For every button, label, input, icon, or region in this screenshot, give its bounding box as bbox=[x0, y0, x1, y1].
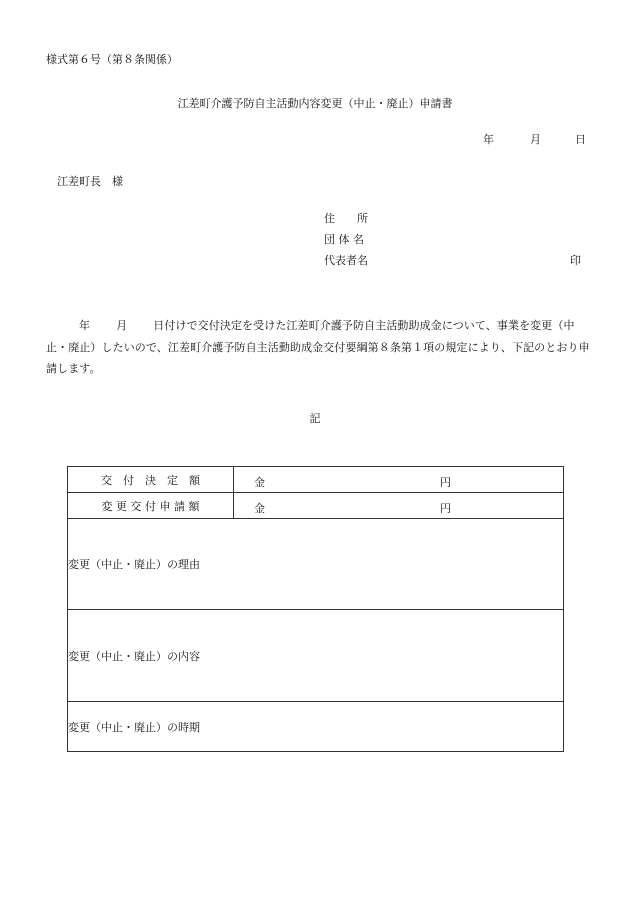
addressee: 江差町長 様 bbox=[57, 175, 123, 188]
table-row bbox=[68, 493, 564, 519]
change-reason-label: 変更（中止・廃止）の理由 bbox=[68, 558, 200, 571]
seal-mark: 印 bbox=[570, 254, 581, 267]
amount-prefix: 金 bbox=[254, 476, 265, 489]
change-content-field[interactable] bbox=[68, 610, 564, 702]
amount-suffix: 円 bbox=[440, 476, 451, 489]
statement-year: 年 bbox=[79, 319, 91, 332]
statement-text: 日付けで交付決定を受けた江差町介護予防自主活動助成金について、事業を変更（中止・廃止）したいので、江差町介護予防自主活動助成金交付要綱第８条第１項の規定により、下記のとおり申請します。 bbox=[46, 319, 590, 375]
table-row bbox=[68, 467, 564, 493]
amount-prefix: 金 bbox=[254, 502, 265, 515]
detail-table bbox=[67, 466, 564, 752]
change-timing-field[interactable] bbox=[68, 702, 564, 752]
form-number: 様式第６号（第８条関係） bbox=[46, 53, 178, 66]
change-request-amount-field[interactable] bbox=[234, 493, 564, 519]
table-row bbox=[68, 702, 564, 752]
change-reason-field[interactable] bbox=[68, 519, 564, 610]
date-day-label: 日 bbox=[575, 133, 586, 146]
grant-decided-amount-field[interactable] bbox=[234, 467, 564, 493]
applicant-group-label: 団 体 名 bbox=[324, 233, 364, 246]
change-content-label: 変更（中止・廃止）の内容 bbox=[68, 649, 200, 663]
ki-heading: 記 bbox=[309, 412, 321, 425]
amount-suffix: 円 bbox=[440, 502, 451, 515]
statement-month: 月 bbox=[116, 319, 128, 332]
applicant-address-label: 住 所 bbox=[324, 212, 368, 225]
change-request-amount-label: 変 更 交 付 申 請 額 bbox=[68, 493, 234, 519]
grant-decided-amount-label: 交 付 決 定 額 bbox=[68, 467, 234, 493]
date-year-label: 年 bbox=[483, 133, 494, 146]
applicant-representative-label: 代表者名 bbox=[324, 254, 368, 267]
table-row bbox=[68, 519, 564, 610]
document-title: 江差町介護予防自主活動内容変更（中止・廃止）申請書 bbox=[177, 97, 453, 110]
application-statement bbox=[46, 315, 590, 380]
date-month-label: 月 bbox=[530, 133, 541, 146]
change-timing-label: 変更（中止・廃止）の時期 bbox=[68, 720, 200, 734]
table-row bbox=[68, 610, 564, 702]
